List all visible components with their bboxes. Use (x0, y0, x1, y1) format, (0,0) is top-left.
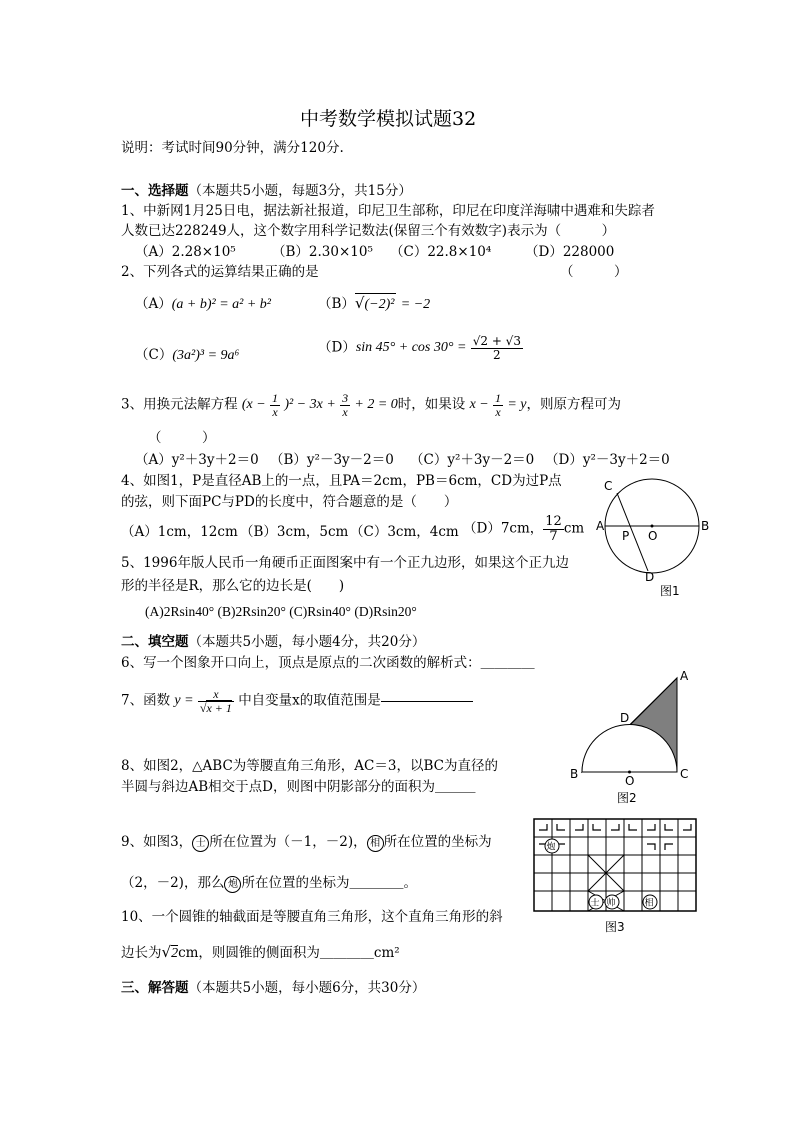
fig2-label-d: D (620, 711, 630, 725)
q2-option-c: （C）(3a²)³ = 9a⁶ (135, 347, 240, 363)
q7-text: 7、函数 y = $\frac{x}{√x + 1}$ 中自变量x的取值范围是 (121, 688, 473, 714)
q3-option-a: （A）y²＋3y＋2＝0 (135, 452, 259, 468)
q1-line1: 1、中新网1月25日电，据法新社报道，印尼卫生部称，印尼在印度洋海啸中遇难和失踪者 (121, 203, 655, 219)
section-heading-1: 一、选择题（本题共5小题，每题3分，共15分） (121, 183, 412, 199)
q2-option-a: （A）(a + b)² = a² + b² (135, 296, 272, 312)
fig2-label-o: O (625, 774, 635, 788)
fig1-label-a: A (596, 519, 605, 533)
page-title: 中考数学模拟试题32 (300, 108, 477, 130)
svg-text:炮: 炮 (546, 842, 556, 853)
q3-answer-paren: （ ） (148, 430, 216, 446)
fig1-label-d: D (645, 570, 655, 584)
q8-line2: 半圆与斜边AB相交于点D，则图中阴影部分的面积为＿＿＿ (121, 779, 476, 795)
fig2-label-a: A (680, 669, 689, 683)
q4-line1: 4、如图1，P是直径AB上的一点，且PA＝2cm，PB＝6cm，CD为过P点 (121, 473, 562, 489)
fig2-caption: 图2 (617, 791, 637, 805)
fig3-piece-shi (589, 895, 603, 909)
q4-option-a: （A）1cm，12cm (121, 524, 238, 540)
q2-answer-paren: （ ） (560, 264, 628, 280)
q9-line2: （2，－2)，那么 炮 所在位置的坐标为＿＿＿＿。 (121, 875, 417, 891)
figure-2-triangle (570, 668, 700, 808)
section-heading-3: 三、解答题（本题共5小题，每小题6分，共30分） (121, 980, 426, 996)
q5-options: (A)2Rsin40° (B)2Rsin20° (C)Rsin40° (D)Rsin20° (145, 604, 417, 619)
fig1-caption: 图1 (660, 584, 680, 598)
q4-option-c: （C）3cm，4cm (350, 524, 459, 540)
fig1-label-c: C (604, 479, 613, 493)
q2-stem: 2、下列各式的运算结果正确的是 (121, 264, 319, 280)
q9-line1: 9、如图3， 士 所在位置为（－1，－2)， 相 所在位置的坐标为 (121, 834, 492, 850)
figure-3-chessboard (533, 818, 698, 936)
q4-option-d: （D）7cm， $\frac{12}{7}$ cm (463, 514, 585, 544)
q3-stem: 3、用换元法解方程 (x − $\frac{1}{x}$ )² − 3x + $\frac{3}{x}$ + 2 = 0时，如果设 x − $\frac{1}{x}$ = y，则原方程可为 (121, 391, 622, 419)
q1-option-b: （B）2.30×10⁵ (272, 244, 373, 260)
q5-line1: 5、1996年版人民币一角硬币正面图案中有一个正九边形，如果这个正九边 (121, 555, 569, 571)
fig3-piece-shuai (605, 895, 619, 909)
fig1-label-p: P (622, 529, 630, 543)
q1-line2: 人数已达228249人，这个数字用科学记数法(保留三个有效数字)表示为（ ） (121, 223, 616, 239)
q6-text: 6、写一个图象开口向上，顶点是原点的二次函数的解析式：＿＿＿＿ (121, 655, 535, 671)
pao-piece-icon: 炮 (224, 876, 241, 893)
q2-option-d: （D）sin 45° + cos 30° = $\frac{√2 + √3}{2}$ (318, 334, 521, 362)
q4-option-b: （B）3cm，5cm (240, 524, 349, 540)
fig3-piece-xiang (643, 895, 657, 909)
figure-1-circle (590, 479, 720, 602)
shi-piece-icon: 士 (192, 835, 209, 852)
fig3-caption: 图3 (605, 920, 625, 934)
q8-line1: 8、如图2，△ABC为等腰直角三角形，AC＝3，以BC为直径的 (121, 758, 498, 774)
q3-option-b: （B）y²－3y－2＝0 (270, 452, 394, 468)
fig3-piece-pao (545, 839, 559, 853)
q1-option-a: （A）2.28×10⁵ (135, 244, 236, 260)
q4-line2: 的弦，则下面PC与PD的长度中，符合题意的是（ ） (121, 494, 458, 510)
q10-line1: 10、一个圆锥的轴截面是等腰直角三角形，这个直角三角形的斜 (121, 909, 503, 925)
svg-text:士: 士 (590, 898, 600, 909)
fig2-label-b: B (570, 767, 579, 781)
fig2-label-c: C (680, 767, 689, 781)
q10-line2: 边长为√2cm，则圆锥的侧面积为＿＿＿＿cm² (121, 943, 400, 961)
xiang-piece-icon: 相 (367, 835, 384, 852)
q7-answer-blank (381, 701, 473, 702)
q1-option-c: （C）22.8×10⁴ (390, 244, 492, 260)
svg-text:帅: 帅 (606, 898, 616, 909)
q1-option-d: （D）228000 (525, 244, 615, 260)
q3-option-d: （D）y²－3y＋2＝0 (545, 452, 670, 468)
svg-text:相: 相 (644, 898, 654, 909)
fig1-label-o: O (648, 529, 658, 543)
section-heading-2: 二、填空题（本题共5小题，每小题4分，共20分） (121, 634, 426, 650)
q2-option-b: （B）√(−2)² = −2 (318, 294, 431, 312)
q5-line2: 形的半径是R，那么它的边长是( ) (121, 578, 345, 594)
q3-option-c: （C）y²＋3y－2＝0 (410, 452, 535, 468)
exam-note: 说明：考试时间90分钟，满分120分. (121, 140, 344, 156)
fig1-label-b: B (701, 519, 710, 533)
